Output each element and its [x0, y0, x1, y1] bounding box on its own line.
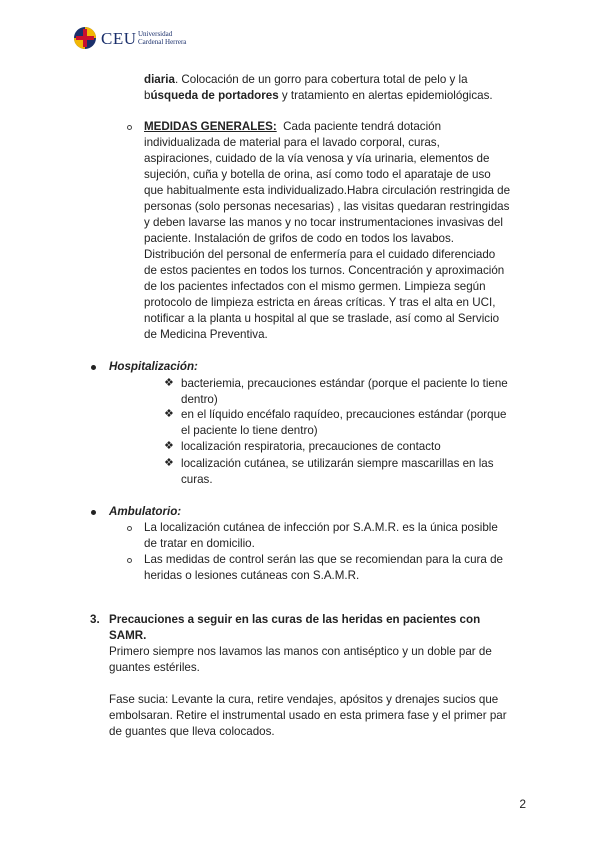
hospitalizacion-heading: Hospitalización: [109, 360, 198, 373]
circle-bullet-icon [127, 558, 132, 563]
amb-item-2: Las medidas de control serán las que se recomiendan para la cura de heridas o lesiones cutáneas con S.A.M.R. [144, 553, 503, 582]
logo-name: CEU [101, 29, 137, 48]
logo-subtitle: Universidad Cardenal Herrera [138, 30, 187, 46]
diamond-bullet-icon: ❖ [164, 440, 174, 452]
hosp-item-4: localización cutánea, se utilizarán siempre mascarillas en las curas. [181, 457, 494, 486]
section-number: 3. [90, 613, 100, 626]
university-logo [73, 26, 203, 50]
section-3-title: Precauciones a seguir en las curas de las heridas en pacientes con SAMR. [109, 613, 481, 642]
continuation-paragraph: diaria. Colocación de un gorro para cobertura total de pelo y la búsqueda de portadores y tratamiento en alertas epidemiológicas. [144, 73, 493, 102]
page-number: 2 [519, 797, 526, 811]
circle-bullet-icon [127, 526, 132, 531]
medidas-heading: MEDIDAS GENERALES: [144, 120, 277, 133]
circle-bullet-icon [127, 125, 132, 130]
hosp-item-3: localización respiratoria, precauciones de contacto [181, 440, 441, 453]
bullet-dot-icon [91, 365, 96, 370]
amb-item-1: La localización cutánea de infección por S.A.M.R. es la única posible de tratar en domicilio. [144, 521, 498, 550]
bullet-dot-icon [91, 510, 96, 515]
hosp-item-1: bacteriemia, precauciones estándar (porque el paciente lo tiene dentro) [181, 377, 508, 406]
section-3-paragraph-1: Primero siempre nos lavamos las manos con antiséptico y un doble par de guantes estériles. [109, 645, 492, 674]
diamond-bullet-icon: ❖ [164, 408, 174, 420]
section-3-paragraph-2: Fase sucia: Levante la cura, retire vendajes, apósitos y drenajes sucios que embolsaran. Retire el instrumental usado en esta primera fase y el primer par de guantes que lleva colocados. [109, 693, 507, 738]
medidas-generales-paragraph: MEDIDAS GENERALES: Cada paciente tendrá dotación individualizada de material para el lavado corporal, curas, aspiraciones, cuidado de la vía venosa y vía urinaria, elementos de sujeción, cuña y botella de orina, así como todo el aparataje de uso que habitualmente esta individualizado.Habra circulación restringida de personas (solo personas necesarias) , las visitas quedaran restringidas y deben lavarse las manos y no tocar instrumentaciones invasivas del paciente. Instalación de grifos de codo en todos los lavabos. Distribución del personal de enfermería para el cuidado diferenciado de estos pacientes en todos los turnos. Concentración y aproximación de los pacientes infectados con el mismo germen. Limpieza según protocolo de limpieza estricta en áreas críticas. Y tras el alta en UCI, notificar a la planta u hospital al que se traslade, así como al Servicio de Medicina Preventiva. [144, 120, 511, 341]
hosp-item-2: en el líquido encéfalo raquídeo, precauciones estándar (porque el paciente lo tiene dentro) [181, 408, 507, 437]
diamond-bullet-icon: ❖ [164, 457, 174, 469]
ceu-emblem-icon [73, 26, 97, 50]
diamond-bullet-icon: ❖ [164, 377, 174, 389]
ambulatorio-heading: Ambulatorio: [109, 505, 182, 518]
